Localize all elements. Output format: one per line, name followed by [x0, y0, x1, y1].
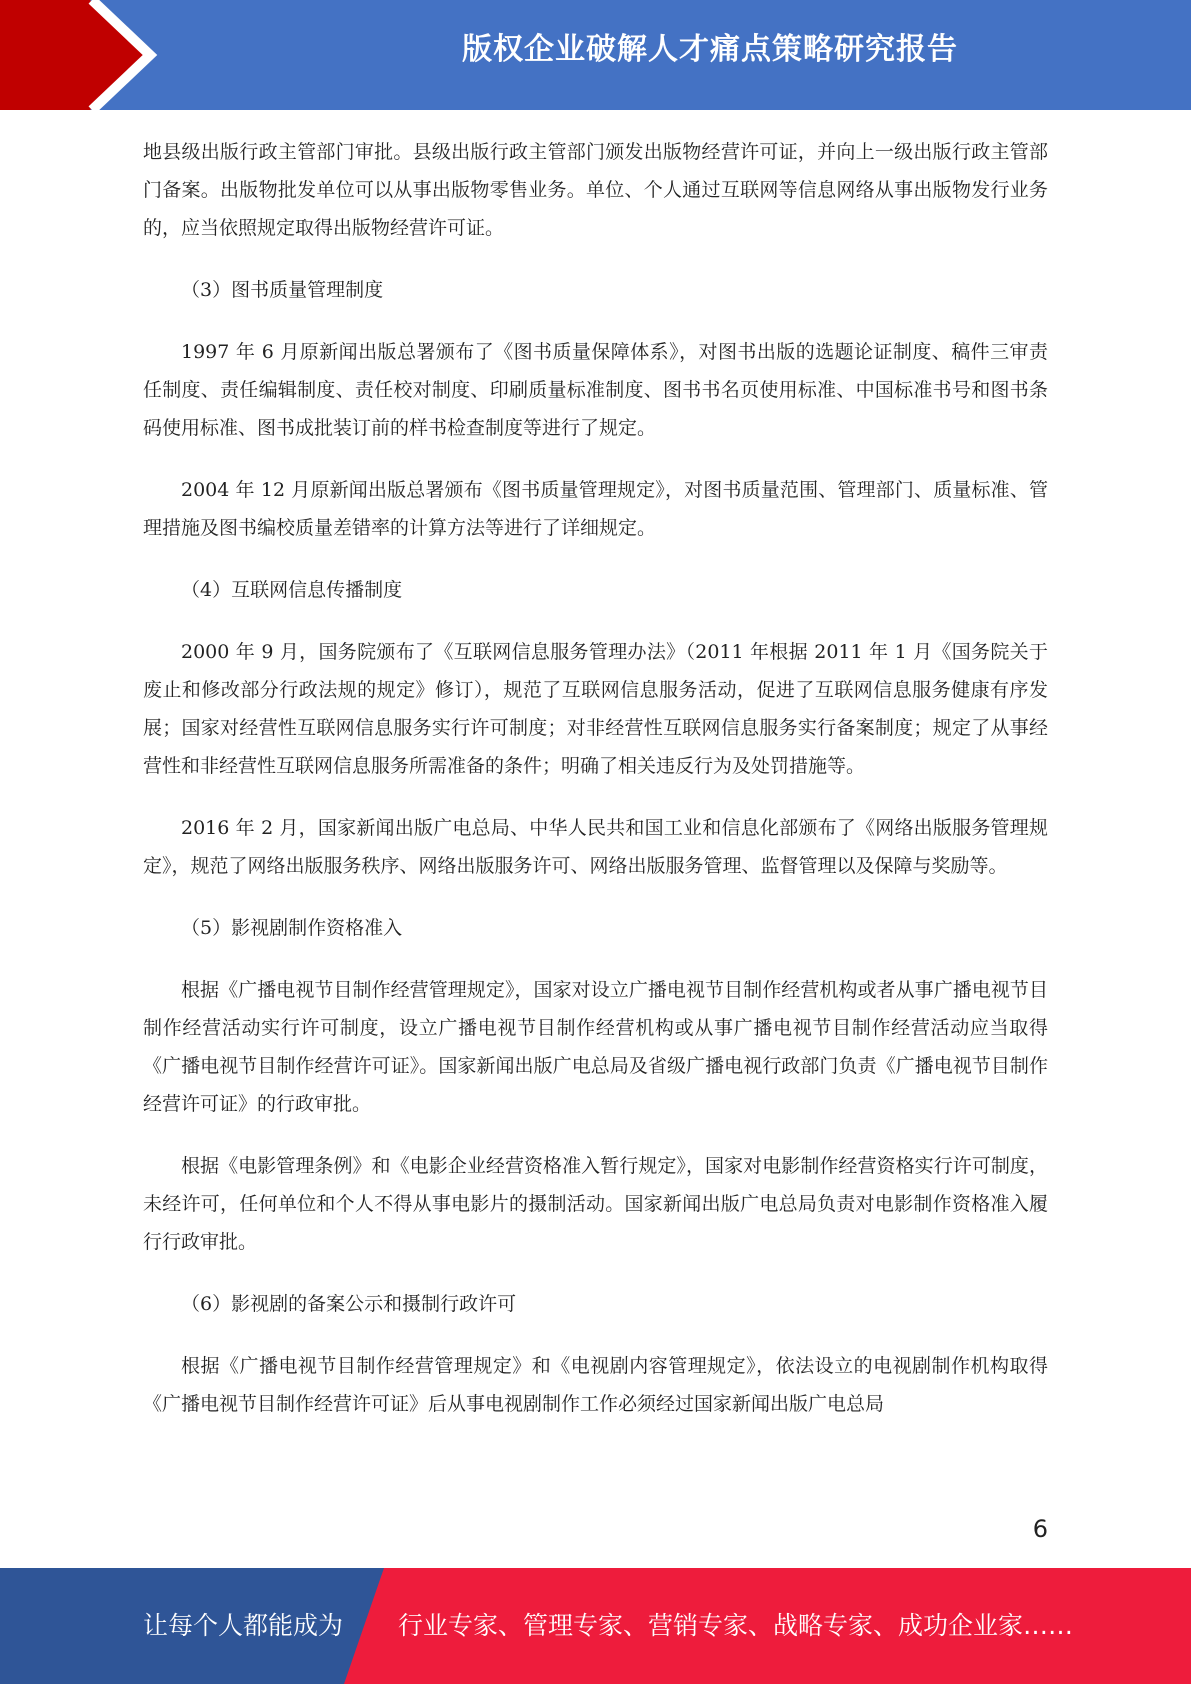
paragraph-5: 2016 年 2 月，国家新闻出版广电总局、中华人民共和国工业和信息化部颁布了《网络出版服务管理规定》，规范了网络出版服务秩序、网络出版服务许可、网络出版服务管理、监督管理以及保障与奖励等。: [143, 817, 1048, 877]
section-heading-6: （6）影视剧的备案公示和摄制行政许可: [181, 1293, 517, 1315]
page-number: 6: [1032, 1515, 1048, 1543]
paragraph-3: 2004 年 12 月原新闻出版总署颁布《图书质量管理规定》，对图书质量范围、管理部门、质量标准、管理措施及图书编校质量差错率的计算方法等进行了详细规定。: [143, 479, 1048, 539]
section-heading-3: （3）图书质量管理制度: [181, 279, 384, 301]
section-heading-4: （4）互联网信息传播制度: [181, 579, 403, 601]
footer-slogan-left: 让每个人都能成为: [143, 1611, 344, 1640]
page-header: [0, 0, 1191, 110]
page-footer: [0, 1568, 1191, 1684]
paragraph-2: 1997 年 6 月原新闻出版总署颁布了《图书质量保障体系》，对图书出版的选题论证制度、稿件三审责任制度、责任编辑制度、责任校对制度、印刷质量标准制度、图书书名页使用标准、中国标准书号和图书条码使用标准、图书成批装订前的样书检查制度等进行了规定。: [143, 341, 1048, 439]
paragraph-7: 根据《电影管理条例》和《电影企业经营资格准入暂行规定》，国家对电影制作经营资格实行许可制度，未经许可，任何单位和个人不得从事电影片的摄制活动。国家新闻出版广电总局负责对电影制作资格准入履行行政审批。: [143, 1155, 1048, 1253]
paragraph-4: 2000 年 9 月，国务院颁布了《互联网信息服务管理办法》（2011 年根据 2011 年 1 月《国务院关于废止和修改部分行政法规的规定》修订），规范了互联网信息服务活动，促进了互联网信息服务健康有序发展；国家对经营性互联网信息服务实行许可制度；对非经营性互联网信息服务实行备案制度；规定了从事经营性和非经营性互联网信息服务所需准备的条件；明确了相关违反行为及处罚措施等。: [143, 641, 1048, 777]
paragraph-8: 根据《广播电视节目制作经营管理规定》和《电视剧内容管理规定》，依法设立的电视剧制作机构取得《广播电视节目制作经营许可证》后从事电视剧制作工作必须经过国家新闻出版广电总局: [143, 1355, 1048, 1415]
paragraph-6: 根据《广播电视节目制作经营管理规定》，国家对设立广播电视节目制作经营机构或者从事广播电视节目制作经营活动实行许可制度，设立广播电视节目制作经营机构或从事广播电视节目制作经营活动应当取得《广播电视节目制作经营许可证》。国家新闻出版广电总局及省级广播电视行政部门负责《广播电视节目制作经营许可证》的行政审批。: [143, 979, 1048, 1115]
section-heading-5: （5）影视剧制作资格准入: [181, 917, 403, 939]
footer-slogan-right: 行业专家、管理专家、营销专家、战略专家、成功企业家……: [398, 1611, 1074, 1640]
paragraph-1: 地县级出版行政主管部门审批。县级出版行政主管部门颁发出版物经营许可证，并向上一级出版行政主管部门备案。出版物批发单位可以从事出版物零售业务。单位、个人通过互联网等信息网络从事出版物发行业务的，应当依照规定取得出版物经营许可证。: [143, 141, 1048, 239]
document-body: [143, 133, 1048, 1447]
report-title: 版权企业破解人才痛点策略研究报告: [462, 32, 958, 67]
